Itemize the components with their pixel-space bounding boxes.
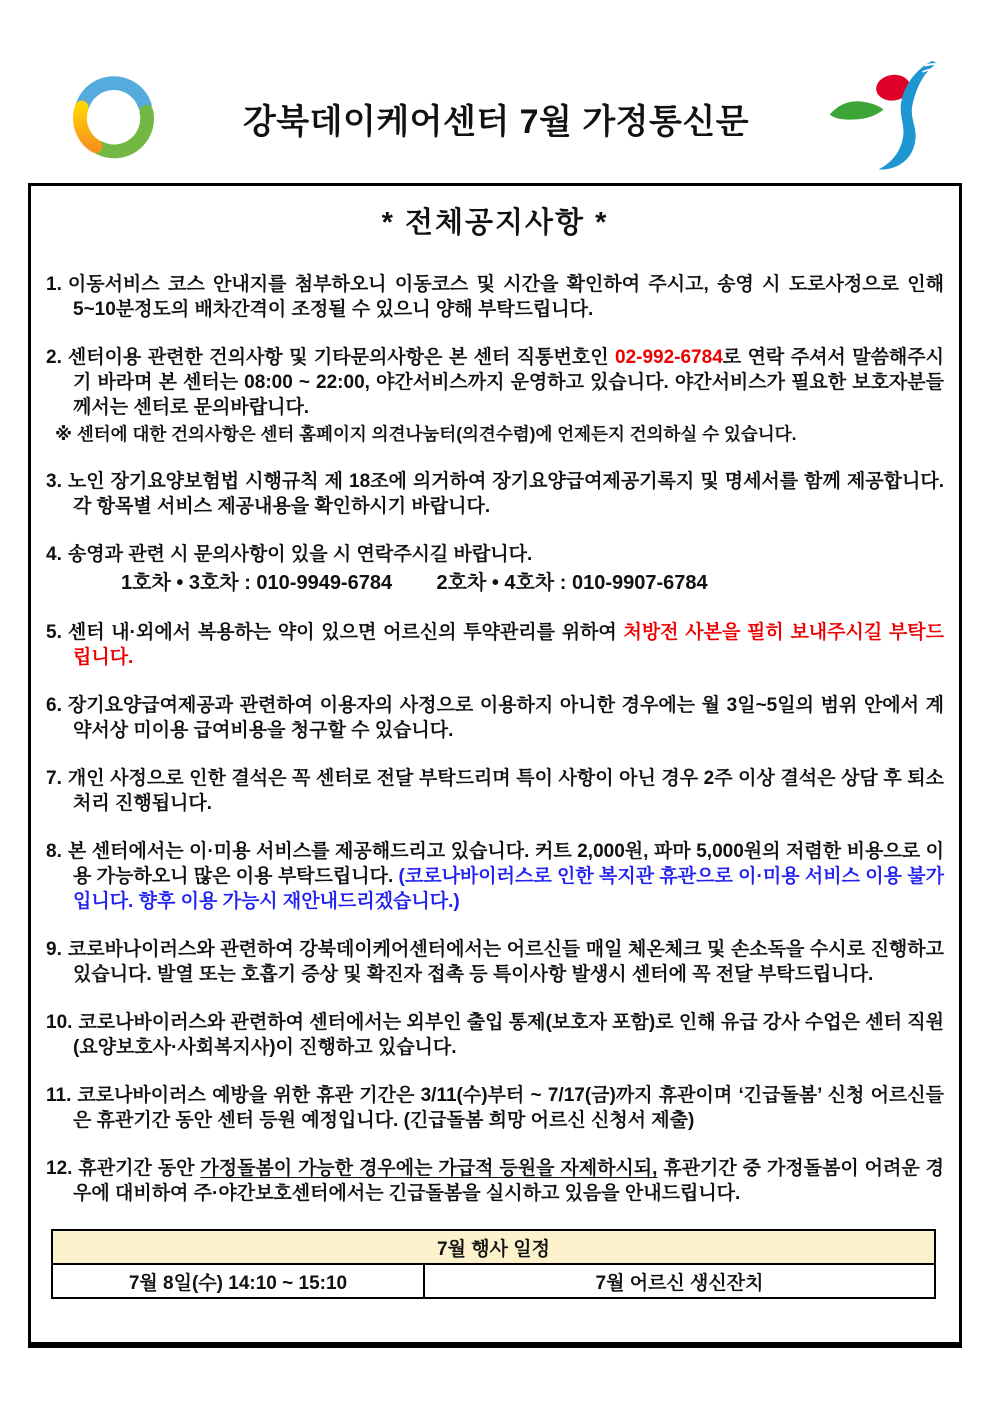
notice-item-1 xyxy=(46,272,944,322)
schedule-header-cell: 7월 행사 일정 xyxy=(52,1230,935,1264)
schedule-date-cell: 7월 8일(수) 14:10 ~ 15:10 xyxy=(52,1264,424,1298)
item-number: 2. xyxy=(46,347,62,368)
item-number: 12. xyxy=(46,1158,73,1179)
item-text: 본 센터에서는 이·미용 서비스를 제공해드리고 있습니다. 커트 2,000원, 파마 5,000원의 저렴한 비용으로 이용 가능하오니 많은 이용 부탁드립니다. (코로나바이러스로 인한 복지관 휴관으로 이·미용 서비스 이용 불가입니다. 향후 이용 가능시 재안내드리겠습니다.) xyxy=(67,841,944,912)
page-title: 강북데이케어센터 7월 가정통신문 xyxy=(242,103,750,141)
item-number: 11. xyxy=(46,1085,72,1106)
item-text: 개인 사정으로 인한 결석은 꼭 센터로 전달 부탁드리며 특이 사항이 아닌 경우 2주 이상 결석은 상담 후 퇴소처리 진행됩니다. xyxy=(67,768,944,814)
notice-item-10 xyxy=(46,1010,944,1060)
notice-item-5 xyxy=(46,620,944,670)
item-text: 휴관기간 동안 가정돌봄이 가능한 경우에는 가급적 등원을 자제하시되, 휴관기간 중 가정돌봄이 어려운 경우에 대비하여 주·야간보호센터에서는 긴급돌봄을 실시하고 있음을 안내드립니다. xyxy=(73,1158,944,1204)
item-number: 8. xyxy=(46,841,62,862)
notice-item-6 xyxy=(46,693,944,743)
july-schedule-table xyxy=(51,1229,936,1299)
notice-item-8 xyxy=(46,839,944,914)
item-text: 센터 내·외에서 복용하는 약이 있으면 어르신의 투약관리를 위하여 처방전 사본을 필히 보내주시길 부탁드립니다. xyxy=(67,622,944,668)
notice-item-2-note: ※ 센터에 대한 건의사항은 센터 홈페이지 의견나눔터(의견수렴)에 언제든지 건의하실 수 있습니다. xyxy=(55,424,797,444)
item-number: 6. xyxy=(46,695,62,716)
item-text: 이동서비스 코스 안내지를 첨부하오니 이동코스 및 시간을 확인하여 주시고, 송영 시 도로사정으로 인해 5~10분정도의 배차간격이 조정될 수 있으니 양해 부탁드립니다. xyxy=(67,274,944,320)
item-number: 4. xyxy=(46,544,62,565)
item-text: 코로나바이러스 예방을 위한 휴관 기간은 3/11(수)부터 ~ 7/17(금)까지 휴관이며 ‘긴급돌봄’ 신청 어르신들은 휴관기간 동안 센터 등원 예정입니다. (긴급돌봄 희망 어르신 신청서 제출) xyxy=(73,1085,944,1131)
notice-item-9 xyxy=(46,937,944,987)
item-number: 1. xyxy=(46,274,62,295)
item-text: 코로바나이러스와 관련하여 강북데이케어센터에서는 어르신들 매일 체온체크 및 손소독을 수시로 진행하고 있습니다. 발열 또는 호흡기 증상 및 확진자 접촉 등 특이사항 발생시 센터에 꼭 전달 부탁드립니다. xyxy=(67,939,944,985)
item-number: 7. xyxy=(46,768,62,789)
seoul-emblem-icon xyxy=(816,56,946,178)
item-number: 3. xyxy=(46,471,62,492)
item-number: 10. xyxy=(46,1012,73,1033)
notice-box xyxy=(28,183,962,1348)
notice-item-4-phone-line: 1호차 • 3호차 : 010-9949-6784 2호차 • 4호차 : 010-9907-6784 xyxy=(121,572,708,594)
schedule-event-cell: 7월 어르신 생신잔치 xyxy=(424,1264,935,1298)
notice-item-7 xyxy=(46,766,944,816)
notice-item-11 xyxy=(46,1083,944,1133)
notice-title: * 전체공지사항 * xyxy=(381,207,609,239)
item-text: 장기요양급여제공과 관련하여 이용자의 사정으로 이용하지 아니한 경우에는 월 3일~5일의 범위 안에서 계약서상 미이용 급여비용을 청구할 수 있습니다. xyxy=(67,695,944,741)
item-number: 9. xyxy=(46,939,62,960)
item-text: 코로나바이러스와 관련하여 센터에서는 외부인 출입 통제(보호자 포함)로 인해 유급 강사 수업은 센터 직원(요양보호사·사회복지사)이 진행하고 있습니다. xyxy=(73,1012,944,1058)
notice-item-12 xyxy=(46,1156,944,1206)
item-text: 센터이용 관련한 건의사항 및 기타문의사항은 본 센터 직통번호인 02-992-6784로 연락 주셔서 말씀해주시기 바라며 본 센터는 08:00 ~ 22:00, 야간서비스까지 운영하고 있습니다. 야간서비스가 필요한 보호자분들께서는 센터로 문의바랍니다. xyxy=(67,347,944,418)
item-number: 5. xyxy=(46,622,62,643)
seoul-city-logo xyxy=(816,56,946,178)
item-text: 송영과 관련 시 문의사항이 있을 시 연락주시길 바랍니다. xyxy=(67,544,533,565)
notice-item-3 xyxy=(46,469,944,519)
notice-item-4 xyxy=(46,542,944,567)
schedule-header-row xyxy=(52,1230,935,1264)
item-text: 노인 장기요양보험법 시행규칙 제 18조에 의거하여 장기요양급여제공기록지 및 명세서를 함께 제공합니다. 각 항목별 서비스 제공내용을 확인하시기 바랍니다. xyxy=(67,471,944,517)
schedule-data-row xyxy=(52,1264,935,1298)
notice-item-2 xyxy=(46,345,944,420)
